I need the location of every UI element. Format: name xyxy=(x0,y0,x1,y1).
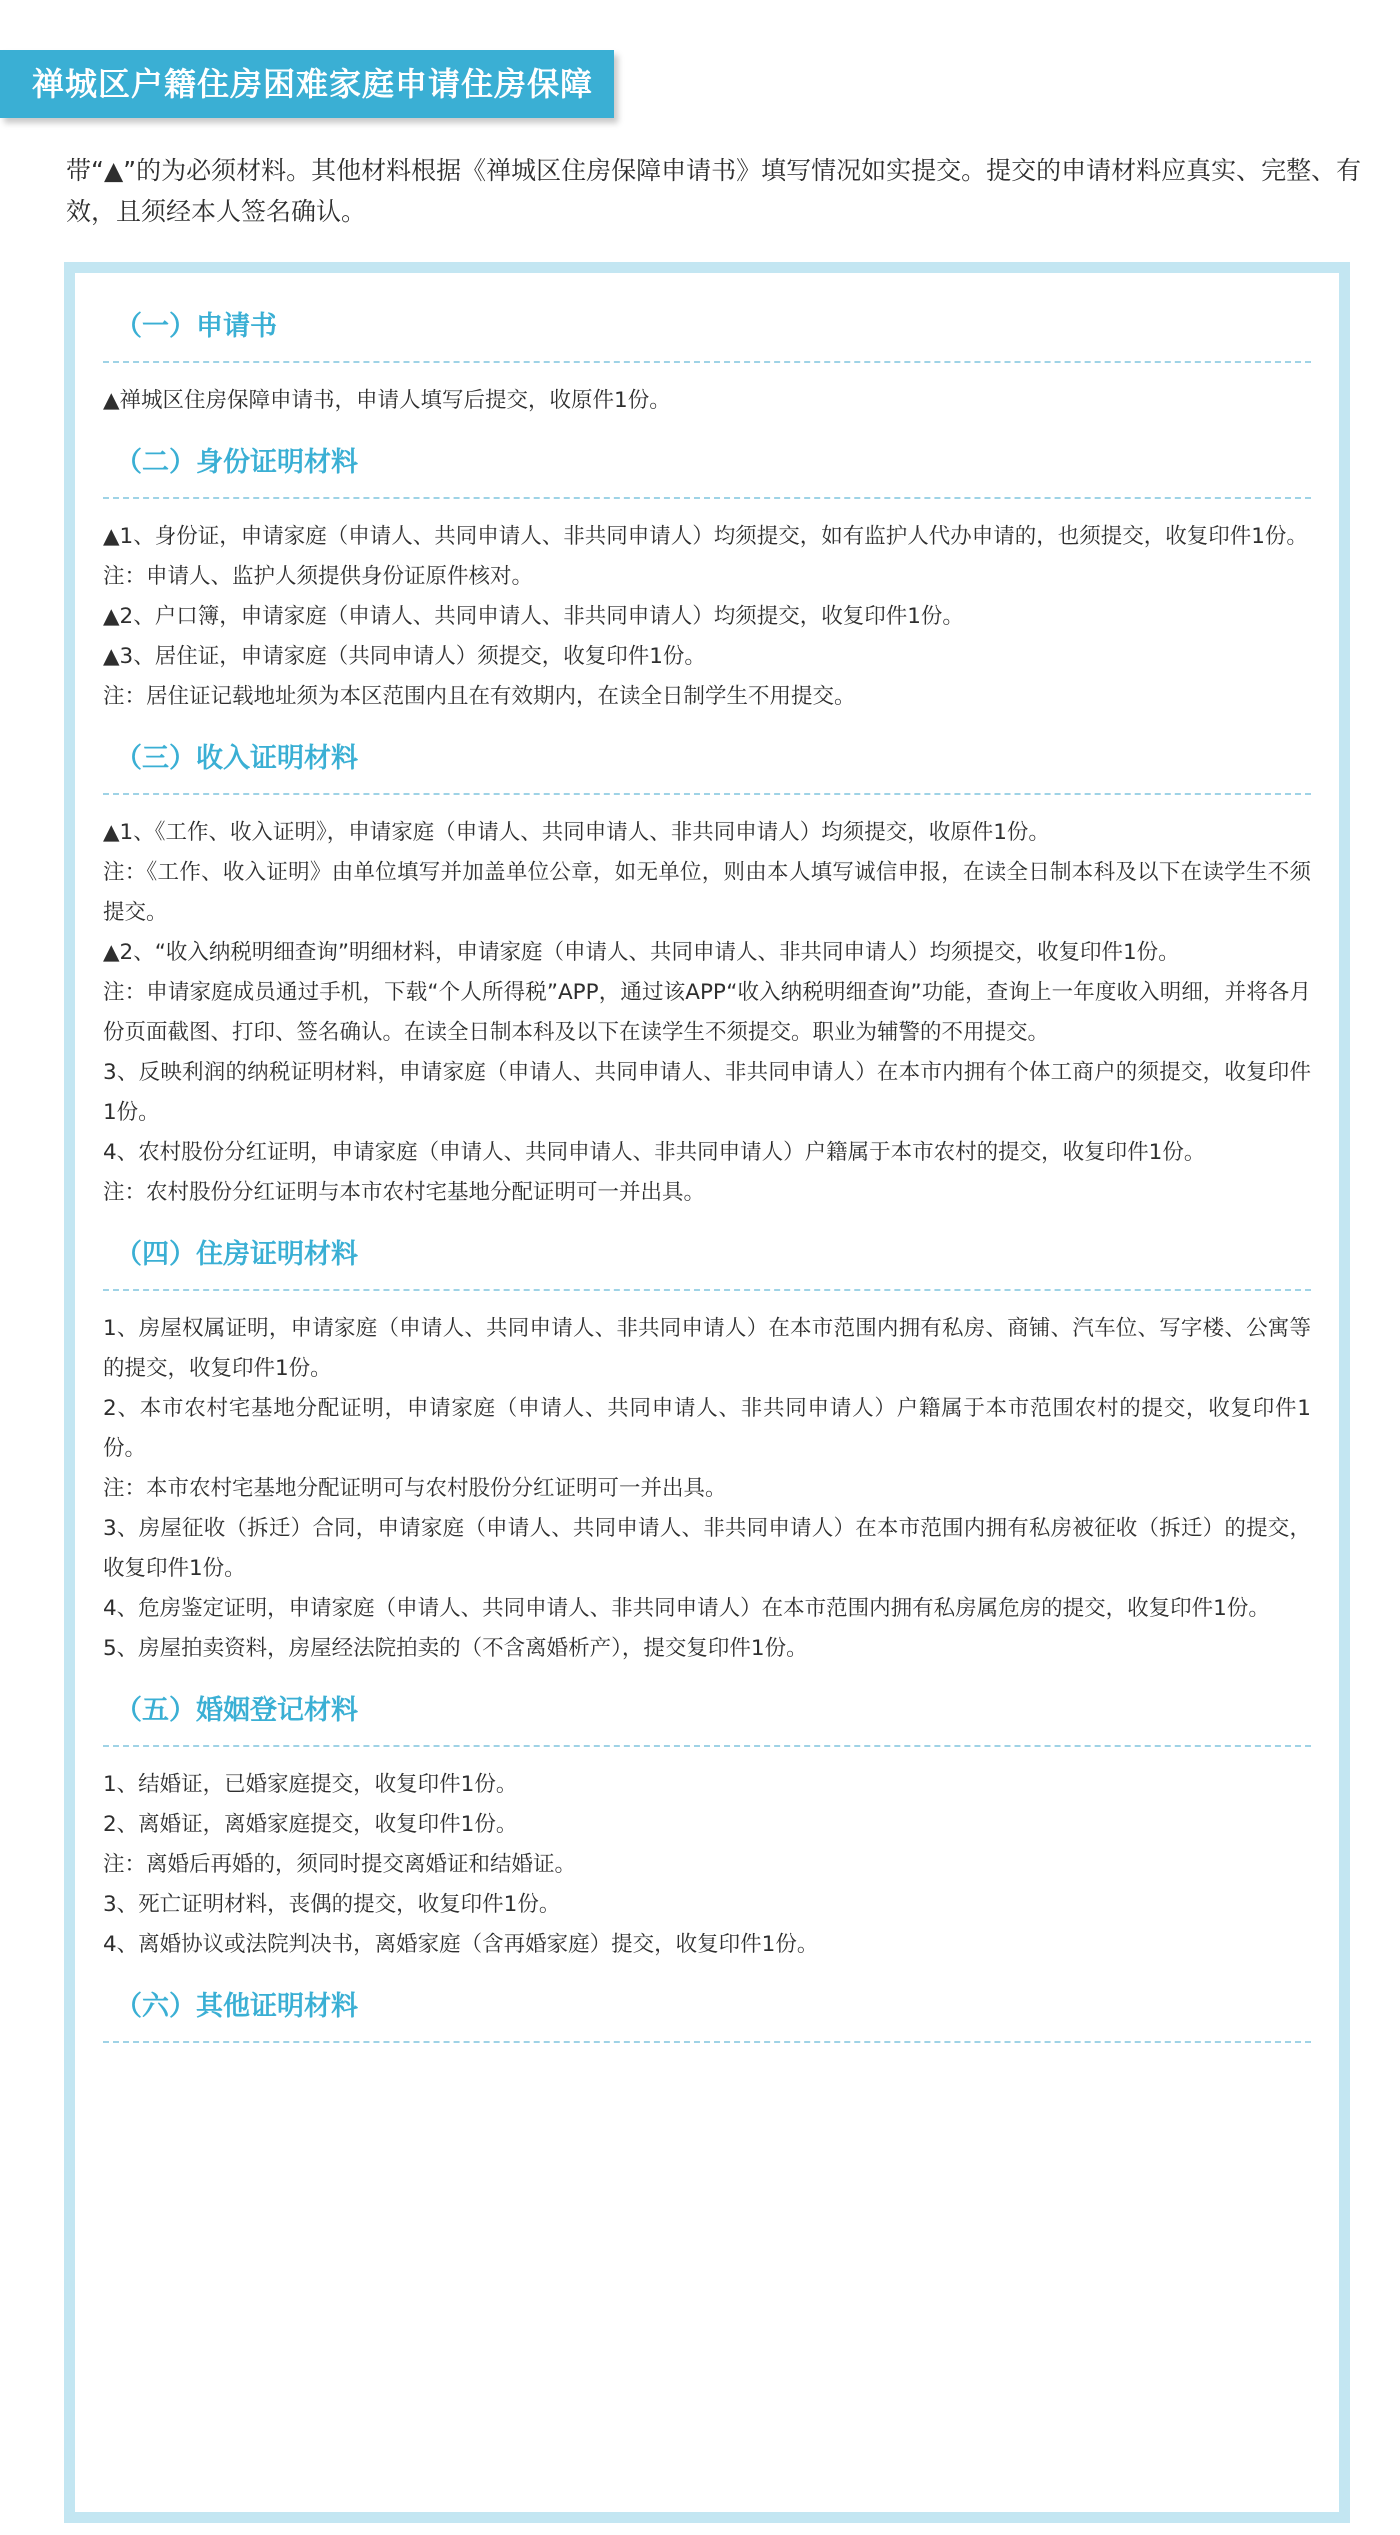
section-identity-proof xyxy=(103,443,1311,717)
list-item: 3、死亡证明材料，丧偶的提交，收复印件1份。 xyxy=(103,1892,561,1917)
list-item: 5、房屋拍卖资料，房屋经法院拍卖的（不含离婚析产），提交复印件1份。 xyxy=(103,1636,808,1661)
list-item: 2、离婚证，离婚家庭提交，收复印件1份。 xyxy=(103,1812,518,1837)
materials-list xyxy=(103,307,1311,2061)
list-item: ▲3、居住证，申请家庭（共同申请人）须提交，收复印件1份。 xyxy=(103,644,706,669)
list-item: 注：居住证记载地址须为本区范围内且在有效期内，在读全日制学生不用提交。 xyxy=(103,684,856,709)
section-other-proof xyxy=(103,1987,1311,2043)
section-heading: （一）申请书 xyxy=(103,307,1311,363)
list-item: 1、房屋权属证明，申请家庭（申请人、共同申请人、非共同申请人）在本市范围内拥有私房、商铺、汽车位、写字楼、公寓等的提交，收复印件1份。 xyxy=(103,1316,1311,1381)
list-item: 3、反映利润的纳税证明材料，申请家庭（申请人、共同申请人、非共同申请人）在本市内拥有个体工商户的须提交，收复印件1份。 xyxy=(103,1060,1311,1125)
list-item: 注：本市农村宅基地分配证明可与农村股份分红证明可一并出具。 xyxy=(103,1476,727,1501)
list-item: 4、农村股份分红证明，申请家庭（申请人、共同申请人、非共同申请人）户籍属于本市农村的提交，收复印件1份。 xyxy=(103,1140,1206,1165)
list-item: 注：申请家庭成员通过手机，下载“个人所得税”APP，通过该APP“收入纳税明细查询”功能，查询上一年度收入明细，并将各月份页面截图、打印、签名确认。在读全日制本科及以下在读学生不须提交。职业为辅警的不用提交。 xyxy=(103,980,1311,1045)
list-item: 2、本市农村宅基地分配证明，申请家庭（申请人、共同申请人、非共同申请人）户籍属于本市范围农村的提交，收复印件1份。 xyxy=(103,1396,1311,1461)
list-item: ▲1、《工作、收入证明》，申请家庭（申请人、共同申请人、非共同申请人）均须提交，收原件1份。 xyxy=(103,820,1050,845)
section-heading: （五）婚姻登记材料 xyxy=(103,1691,1311,1747)
list-item: 1、结婚证，已婚家庭提交，收复印件1份。 xyxy=(103,1772,518,1797)
list-item: 注：离婚后再婚的，须同时提交离婚证和结婚证。 xyxy=(103,1852,577,1877)
section-heading: （四）住房证明材料 xyxy=(103,1235,1311,1291)
list-item: ▲2、“收入纳税明细查询”明细材料，申请家庭（申请人、共同申请人、非共同申请人）均须提交，收复印件1份。 xyxy=(103,940,1180,965)
list-item: 注：《工作、收入证明》由单位填写并加盖单位公章，如无单位，则由本人填写诚信申报，在读全日制本科及以下在读学生不须提交。 xyxy=(103,860,1311,925)
list-item: 注：农村股份分红证明与本市农村宅基地分配证明可一并出具。 xyxy=(103,1180,706,1205)
list-item: 3、房屋征收（拆迁）合同，申请家庭（申请人、共同申请人、非共同申请人）在本市范围内拥有私房被征收（拆迁）的提交，收复印件1份。 xyxy=(103,1516,1311,1581)
materials-frame xyxy=(64,262,1350,2523)
section-income-proof xyxy=(103,739,1311,1213)
list-item: 4、离婚协议或法院判决书，离婚家庭（含再婚家庭）提交，收复印件1份。 xyxy=(103,1932,819,1957)
list-item: ▲禅城区住房保障申请书，申请人填写后提交，收原件1份。 xyxy=(103,388,671,413)
section-housing-proof xyxy=(103,1235,1311,1669)
section-heading: （三）收入证明材料 xyxy=(103,739,1311,795)
page-title: 禅城区户籍住房困难家庭申请住房保障 xyxy=(0,50,614,118)
intro-paragraph: 带“▲”的为必须材料。其他材料根据《禅城区住房保障申请书》填写情况如实提交。提交的申请材料应真实、完整、有效，且须经本人签名确认。 xyxy=(66,156,1362,226)
list-item: ▲2、户口簿，申请家庭（申请人、共同申请人、非共同申请人）均须提交，收复印件1份。 xyxy=(103,604,964,629)
list-item: 4、危房鉴定证明，申请家庭（申请人、共同申请人、非共同申请人）在本市范围内拥有私房属危房的提交，收复印件1份。 xyxy=(103,1596,1270,1621)
section-heading: （六）其他证明材料 xyxy=(103,1987,1311,2043)
list-item: 注：申请人、监护人须提供身份证原件核对。 xyxy=(103,564,534,589)
section-marriage-records xyxy=(103,1691,1311,1965)
list-item: ▲1、身份证，申请家庭（申请人、共同申请人、非共同申请人）均须提交，如有监护人代办申请的，也须提交，收复印件1份。 xyxy=(103,524,1308,549)
section-application-form xyxy=(103,307,1311,421)
section-heading: （二）身份证明材料 xyxy=(103,443,1311,499)
